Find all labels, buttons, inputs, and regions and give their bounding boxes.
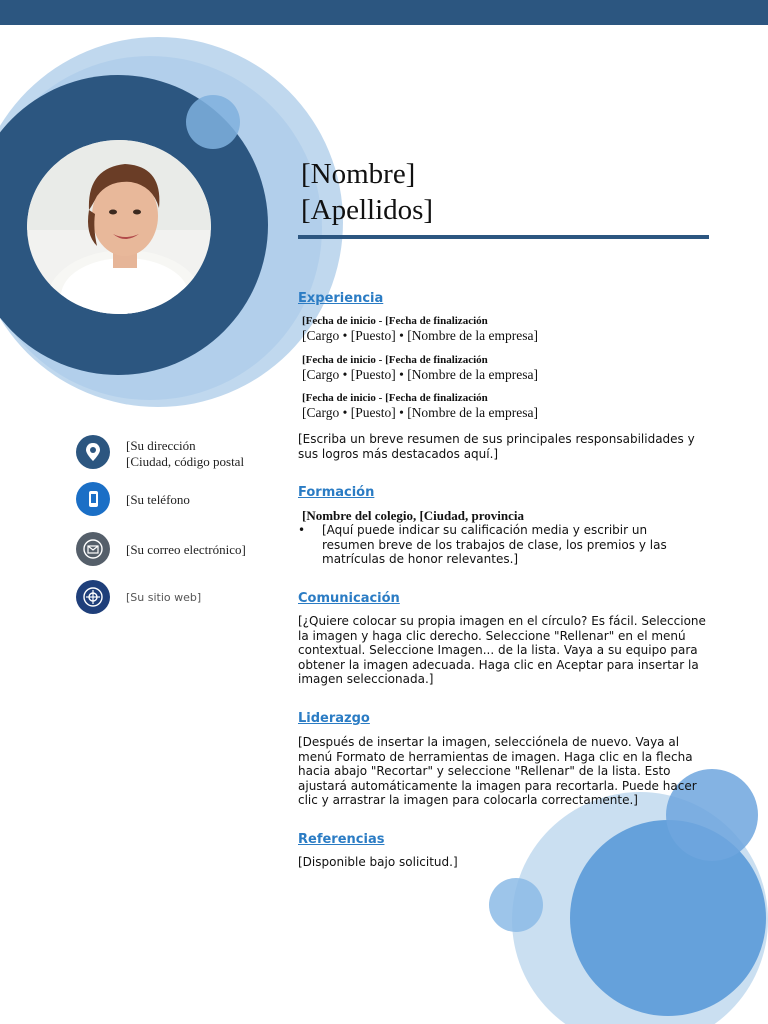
job-role: [Cargo • [Puesto] • [Nombre de la empresa] xyxy=(302,405,539,420)
communication-text: [¿Quiere colocar su propia imagen en el círculo? Es fácil. Seleccione la imagen y haga clic derecho. Seleccione "Rellenar" en el menú contextual. Seleccione Imagen... de la lista. Vaya a su equipo para obtener la imagen adecuada. Haga clic en Aceptar para insertar la imagen seleccionada.] xyxy=(298,614,706,687)
education-detail-item xyxy=(298,523,698,568)
profile-photo[interactable] xyxy=(27,140,211,314)
job-dates: [Fecha de inicio - [Fecha de finalización xyxy=(302,354,488,366)
job-entry xyxy=(302,315,702,344)
address-line-2: [Ciudad, código postal xyxy=(126,454,245,469)
job-dates: [Fecha de inicio - [Fecha de finalización xyxy=(302,315,488,327)
job-entry xyxy=(302,392,702,421)
website-text: [Su sitio web] xyxy=(126,591,202,604)
experience-summary: [Escriba un breve resumen de sus principales responsabilidades y sus logros más destacados aquí.] xyxy=(298,432,695,461)
email-text: [Su correo electrónico] xyxy=(126,542,246,557)
section-title-communication: Comunicación xyxy=(298,591,400,606)
first-name: [Nombre] xyxy=(301,158,416,190)
web-icon xyxy=(76,580,110,614)
location-pin-icon xyxy=(76,435,110,469)
section-title-references: Referencias xyxy=(298,832,385,847)
full-name[interactable] xyxy=(301,156,433,228)
phone-text: [Su teléfono xyxy=(126,492,190,507)
section-title-leadership: Liderazgo xyxy=(298,711,370,726)
last-name: [Apellidos] xyxy=(301,194,434,226)
name-divider xyxy=(298,235,709,239)
job-role: [Cargo • [Puesto] • [Nombre de la empresa] xyxy=(302,328,539,343)
leadership-text: [Después de insertar la imagen, selecciónela de nuevo. Vaya al menú Formato de herramientas de imagen. Haga clic en la flecha hacia abajo "Recortar" y seleccione "Rellenar" de la lista. Esto ajustará automáticamente la imagen para recortarla. Puede hacer clic y arrastrar la imagen para colocarla correctamente.] xyxy=(298,735,697,808)
address-line-1: [Su dirección xyxy=(126,438,196,453)
job-dates: [Fecha de inicio - [Fecha de finalización xyxy=(302,392,488,404)
school-name: [Nombre del colegio, [Ciudad, provincia xyxy=(302,508,524,523)
job-entry xyxy=(302,354,702,383)
bullet-icon: • xyxy=(298,523,306,537)
section-title-experience: Experiencia xyxy=(298,291,384,306)
section-title-education: Formación xyxy=(298,485,375,500)
references-text: [Disponible bajo solicitud.] xyxy=(298,855,458,869)
job-role: [Cargo • [Puesto] • [Nombre de la empresa] xyxy=(302,367,539,382)
email-icon xyxy=(76,532,110,566)
phone-icon xyxy=(76,482,110,516)
education-detail: [Aquí puede indicar su calificación media y escribir un resumen breve de los trabajos de clase, los premios y las matrículas de honor relevantes.] xyxy=(322,523,667,567)
